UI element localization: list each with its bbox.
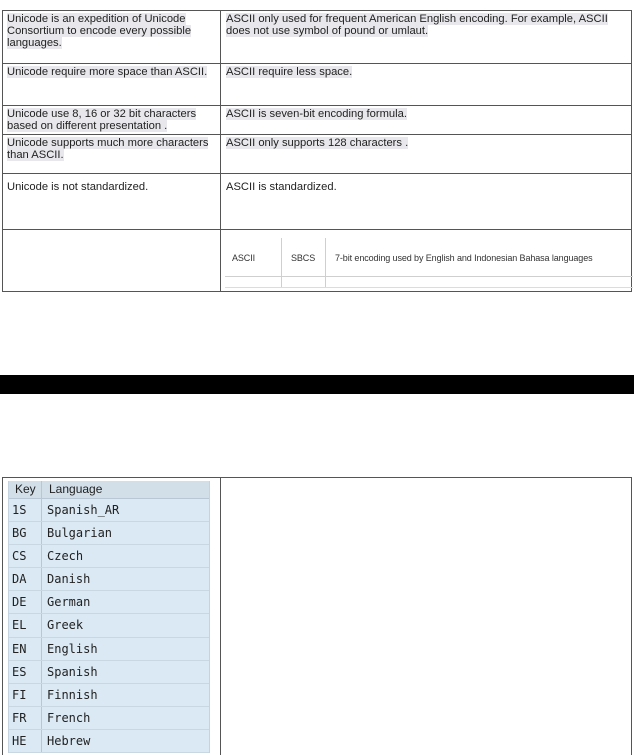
ascii-cell: ASCII is standardized. <box>226 181 337 193</box>
language-name: Bulgarian <box>47 526 113 541</box>
unicode-cell: Unicode supports much more characters than ASCII. <box>7 137 209 161</box>
table-row[interactable] <box>9 614 209 637</box>
language-name: Danish <box>47 572 91 587</box>
comparison-row <box>3 174 631 230</box>
language-key: CS <box>9 545 42 567</box>
column-divider <box>220 478 221 755</box>
language-name: Czech <box>47 549 84 564</box>
language-key: FR <box>9 707 42 729</box>
ascii-cell: ASCII only used for frequent American English encoding. For example, ASCII does not use symbol of pound or umlaut. <box>226 13 608 37</box>
table-row[interactable] <box>9 661 209 684</box>
encoding-name: ASCII <box>232 253 256 263</box>
ascii-cell: ASCII require less space. <box>226 66 353 78</box>
table-row[interactable] <box>9 591 209 614</box>
table-row[interactable] <box>9 499 209 522</box>
encoding-description: 7-bit encoding used by English and Indonesian Bahasa languages <box>335 253 593 263</box>
language-key: BG <box>9 522 42 544</box>
unicode-cell: Unicode is not standardized. <box>7 181 149 193</box>
unicode-cell: Unicode use 8, 16 or 32 bit characters based on different presentation . <box>7 108 197 132</box>
language-name: Spanish_AR <box>47 503 120 517</box>
unicode-ascii-comparison-table <box>2 10 632 292</box>
language-name: French <box>47 710 91 725</box>
table-row[interactable] <box>9 707 209 730</box>
language-name: English <box>47 641 98 656</box>
comparison-row <box>3 64 631 106</box>
key-column-header[interactable]: Key <box>9 481 42 498</box>
table-row[interactable] <box>9 545 209 568</box>
language-name: Finnish <box>47 687 98 702</box>
language-name: Spanish <box>47 664 98 679</box>
language-key: DE <box>9 591 42 613</box>
language-column-header[interactable]: Language <box>49 482 103 496</box>
comparison-row <box>3 11 631 64</box>
comparison-row <box>3 106 631 135</box>
grid-header-row <box>9 481 209 499</box>
table-row[interactable] <box>9 568 209 591</box>
language-key: EL <box>9 614 42 636</box>
unicode-cell: Unicode is an expedition of Unicode Consortium to encode every possible languages. <box>7 13 192 49</box>
black-divider-band <box>0 375 634 394</box>
comparison-row <box>3 135 631 174</box>
table-row[interactable] <box>9 522 209 545</box>
table-row[interactable] <box>9 638 209 661</box>
comparison-row <box>3 230 631 292</box>
language-key: DA <box>9 568 42 590</box>
language-name: German <box>47 595 91 610</box>
language-key: FI <box>9 684 42 706</box>
language-key-grid <box>8 481 210 753</box>
language-key: HE <box>9 730 42 752</box>
language-name: Greek <box>47 618 84 633</box>
embedded-encoding-table <box>225 238 633 288</box>
table-row[interactable] <box>9 684 209 707</box>
unicode-cell: Unicode require more space than ASCII. <box>7 66 208 78</box>
language-key: EN <box>9 638 42 660</box>
ascii-cell: ASCII only supports 128 characters . <box>226 137 409 149</box>
table-row[interactable] <box>9 730 209 753</box>
language-key: 1S <box>9 499 42 521</box>
language-name: Hebrew <box>47 733 91 748</box>
language-key: ES <box>9 661 42 683</box>
ascii-cell: ASCII is seven-bit encoding formula. <box>226 108 407 120</box>
encoding-type: SBCS <box>291 253 316 263</box>
language-table-frame <box>2 477 632 755</box>
